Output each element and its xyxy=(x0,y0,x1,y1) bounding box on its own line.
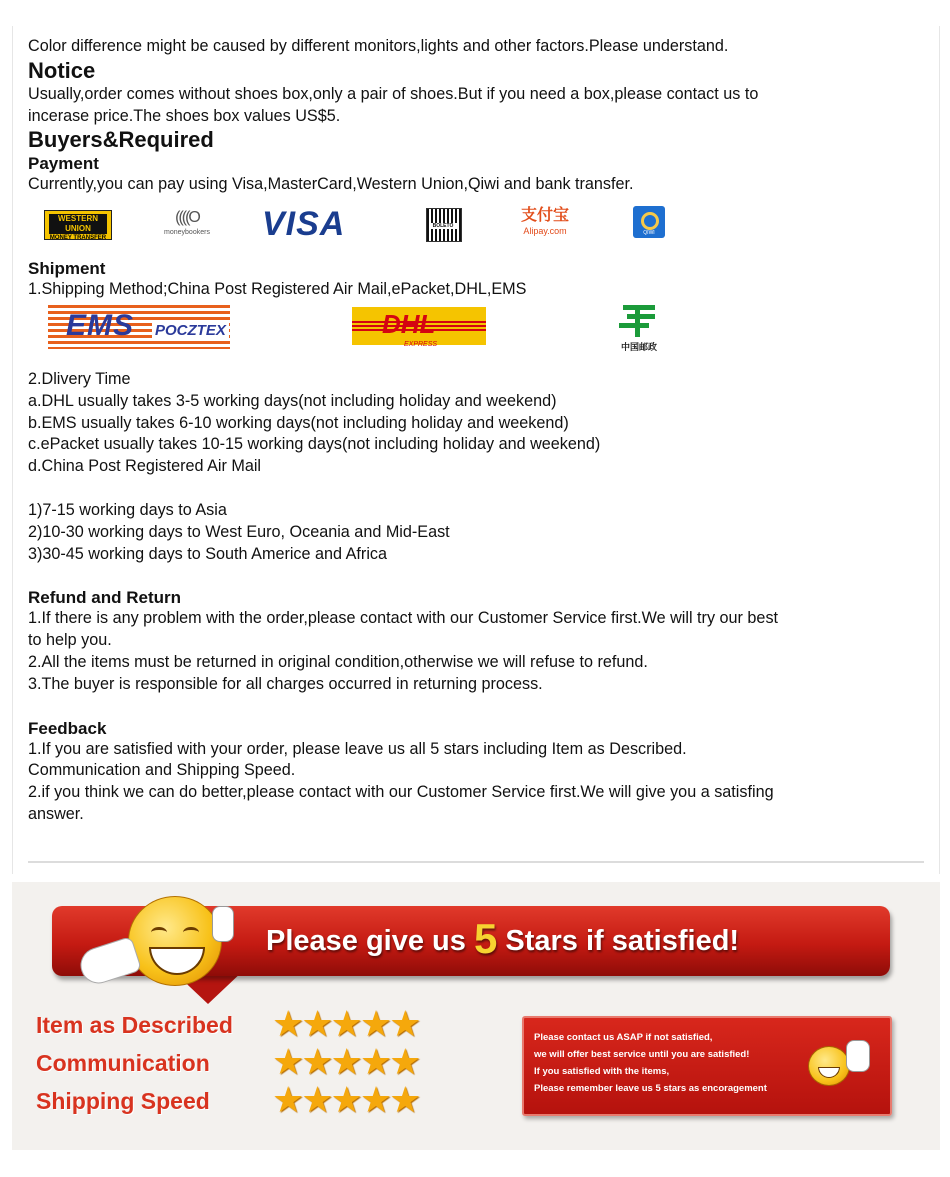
ribbon-five: 5 xyxy=(473,915,498,962)
ems-wordmark: EMS xyxy=(66,308,135,342)
ribbon-text-after: Stars if satisfied! xyxy=(497,925,740,957)
notice-line-2: incerase price.The shoes box values US$5. xyxy=(28,106,341,125)
smiley-eye-left xyxy=(151,927,167,938)
color-note: Color difference might be caused by different monitors,lights and other factors.Please understand. xyxy=(28,37,729,55)
moneybookers-icon: ((((O xyxy=(175,209,199,227)
rating-stars-icon: ★★★★★ xyxy=(272,1079,419,1120)
thumbs-up-icon xyxy=(212,906,234,942)
alipay-cn-wordmark: 支付宝 xyxy=(520,207,569,225)
china-post-logo xyxy=(614,303,664,357)
refund-line-2: to help you. xyxy=(28,631,112,650)
rating-label: Item as Described xyxy=(36,1012,233,1038)
notice-box-line-2: we will offer best service until you are satisfied! xyxy=(534,1049,750,1060)
visa-logo: VISA xyxy=(262,205,346,244)
western-union-logo xyxy=(44,210,112,240)
feedback-line-4: answer. xyxy=(28,804,84,823)
notice-box-line-1: Please contact us ASAP if not satisfied, xyxy=(534,1032,713,1043)
smiley-mouth xyxy=(149,947,205,975)
feedback-line-2: Communication and Shipping Speed. xyxy=(28,761,296,780)
delivery-ems: b.EMS usually takes 6-10 working days(not including holiday and weekend) xyxy=(28,413,569,432)
moneybookers-logo xyxy=(156,208,218,242)
region-euro: 2)10-30 working days to West Euro, Oceania and Mid-East xyxy=(28,522,450,541)
feedback-line-3: 2.if you think we can do better,please contact with our Customer Service first.We will give you a satisfing xyxy=(28,783,774,802)
qiwi-icon xyxy=(641,212,659,230)
mini-thumbs-up-icon xyxy=(846,1040,870,1072)
smiley-eye-right xyxy=(183,927,199,938)
ribbon-text-before: Please give us xyxy=(266,925,474,957)
dhl-wordmark: DHL xyxy=(382,308,436,339)
alipay-wordmark: Alipay.com xyxy=(523,226,567,237)
region-america-africa: 3)30-45 working days to South Americe and Africa xyxy=(28,544,388,563)
dhl-express-wordmark: EXPRESS xyxy=(404,340,438,348)
qiwi-logo xyxy=(633,206,665,238)
moneybookers-wordmark: moneybookers xyxy=(164,229,210,237)
buyers-heading: Buyers&Required xyxy=(28,127,214,153)
payment-heading: Payment xyxy=(28,154,99,174)
notice-line-1: Usually,order comes without shoes box,only a pair of shoes.But if you need a box,please contact us to xyxy=(28,84,759,103)
description-content xyxy=(28,36,918,826)
alipay-logo xyxy=(512,206,578,240)
delivery-title: 2.Dlivery Time xyxy=(28,369,131,388)
notice-heading: Notice xyxy=(28,57,96,83)
delivery-dhl: a.DHL usually takes 3-5 working days(not including holiday and weekend) xyxy=(28,391,557,410)
smiley-thumbs-up-icon xyxy=(128,896,228,988)
region-asia: 1)7-15 working days to Asia xyxy=(28,500,227,519)
feedback-line-1: 1.If you are satisfied with your order, please leave us all 5 stars including Item as Described. xyxy=(28,739,687,758)
dhl-logo xyxy=(352,307,486,348)
refund-heading: Refund and Return xyxy=(28,588,181,608)
western-union-wordmark: WESTERN UNION xyxy=(49,214,107,234)
ems-logo xyxy=(48,305,230,349)
boleto-logo xyxy=(426,208,462,242)
product-description-panel xyxy=(12,26,940,874)
refund-line-4: 3.The buyer is responsible for all charges occurred in returning process. xyxy=(28,674,543,693)
notice-box-line-4: Please remember leave us 5 stars as encoragement xyxy=(534,1083,767,1094)
mini-smiley-icon xyxy=(808,1046,850,1086)
refund-line-1: 1.If there is any problem with the order,please contact with our Customer Service first.We will try our best xyxy=(28,609,779,628)
western-union-subtitle: MONEY TRANSFER xyxy=(49,235,107,242)
section-divider xyxy=(28,861,924,863)
five-stars-banner xyxy=(12,882,940,1150)
pocztex-wordmark: POCZTEX xyxy=(152,322,229,339)
rating-label: Communication xyxy=(36,1050,210,1076)
shipment-heading: Shipment xyxy=(28,259,106,279)
shipping-logos xyxy=(28,301,918,369)
feedback-heading: Feedback xyxy=(28,718,107,738)
refund-line-3: 2.All the items must be returned in original condition,otherwise we will refuse to refund. xyxy=(28,652,648,671)
delivery-epacket: c.ePacket usually takes 10-15 working days(not including holiday and weekend) xyxy=(28,435,601,454)
ribbon-text xyxy=(266,915,740,962)
boleto-wordmark: BOLETO xyxy=(429,223,457,229)
smiley-face xyxy=(128,896,222,986)
qiwi-wordmark: QIWI xyxy=(643,230,655,237)
shipping-method: 1.Shipping Method;China Post Registered Air Mail,ePacket,DHL,EMS xyxy=(28,280,527,299)
rating-stars-icon: ★★★★★ xyxy=(272,1041,419,1082)
satisfaction-notice-box xyxy=(522,1016,892,1116)
delivery-china-post: d.China Post Registered Air Mail xyxy=(28,457,262,476)
notice-box-line-3: If you satisfied with the items, xyxy=(534,1066,670,1077)
rating-stars-icon: ★★★★★ xyxy=(272,1003,419,1044)
payment-text: Currently,you can pay using Visa,MasterCard,Western Union,Qiwi and bank transfer. xyxy=(28,175,634,194)
payment-logos xyxy=(28,196,918,258)
china-post-icon xyxy=(619,303,659,337)
rating-label: Shipping Speed xyxy=(36,1088,210,1114)
china-post-wordmark: 中国邮政 xyxy=(620,341,657,352)
